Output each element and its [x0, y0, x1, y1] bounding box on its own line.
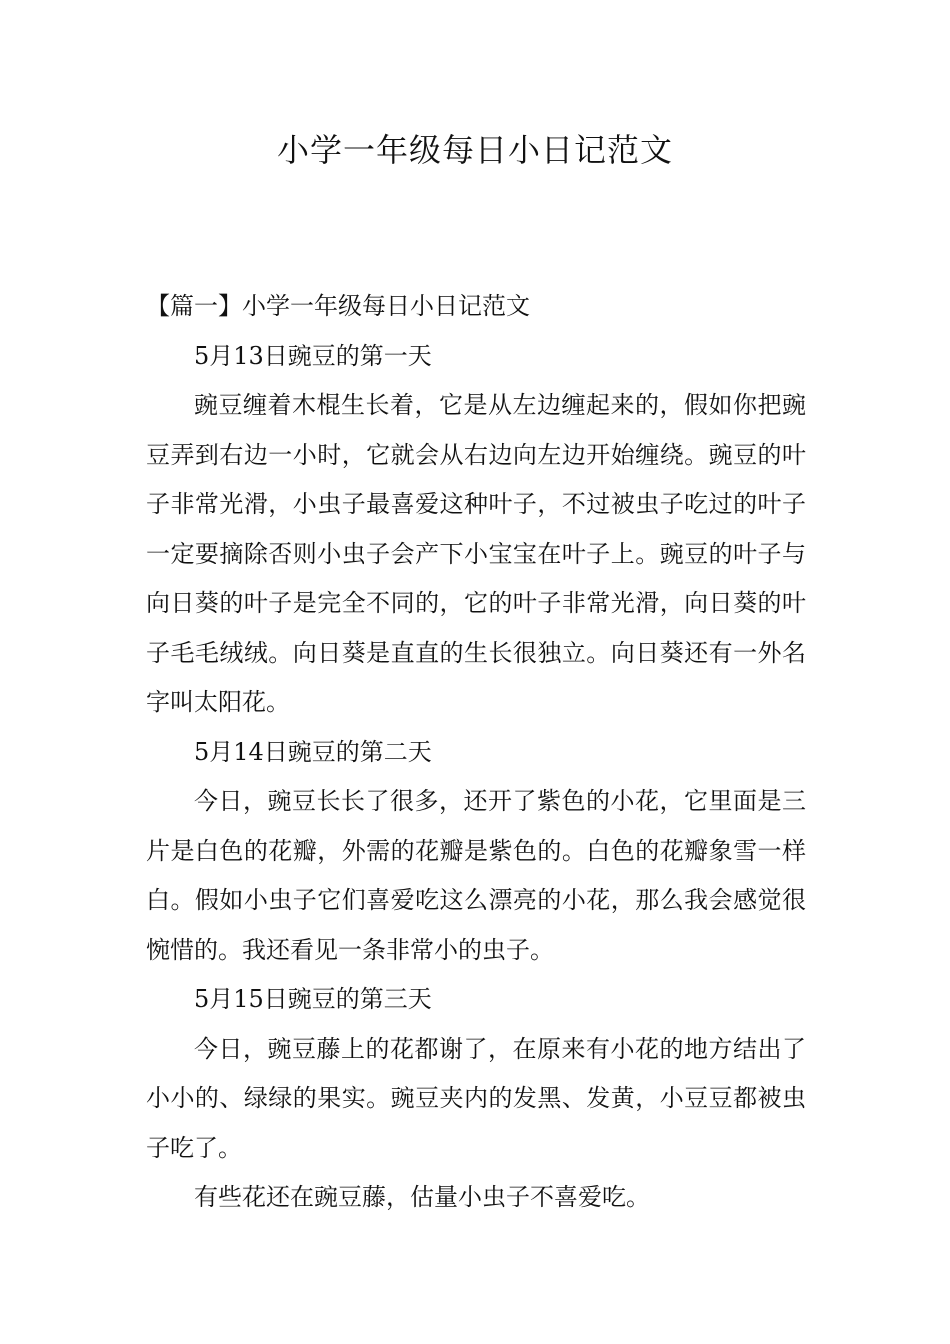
entry-date: 5月15日豌豆的第三天 [194, 985, 432, 1013]
document-title: 小学一年级每日小日记范文 [276, 131, 673, 169]
entry-paragraph: 今日，豌豆长长了很多，还开了紫色的小花，它里面是三片是白色的花瓣，外需的花瓣是紫色的。白色的花瓣象雪一样白。假如小虫子它们喜爱吃这么漂亮的小花，那么我会感觉很惋惜的。我还看见一条非常小的虫子。 [146, 787, 806, 964]
entry-paragraph: 豌豆缠着木棍生长着，它是从左边缠起来的，假如你把豌豆弄到右边一小时，它就会从右边向左边开始缠绕。豌豆的叶子非常光滑，小虫子最喜爱这种叶子，不过被虫子吃过的叶子一定要摘除否则小虫子会产下小宝宝在叶子上。豌豆的叶子与向日葵的叶子是完全不同的，它的叶子非常光滑，向日葵的叶子毛毛绒绒。向日葵是直直的生长很独立。向日葵还有一外名字叫太阳花。 [146, 391, 806, 716]
entry-date: 5月14日豌豆的第二天 [194, 737, 432, 766]
entry-paragraph: 今日，豌豆藤上的花都谢了，在原来有小花的地方结出了小小的、绿绿的果实。豌豆夹内的发黑、发黄，小豆豆都被虫子吃了。 [146, 1034, 806, 1162]
entry-paragraph: 有些花还在豌豆藤，估量小虫子不喜爱吃。 [194, 1183, 650, 1211]
section-heading: 【篇一】小学一年级每日小日记范文 [146, 292, 530, 320]
document-body [146, 282, 806, 1223]
entry-date: 5月13日豌豆的第一天 [194, 341, 432, 370]
